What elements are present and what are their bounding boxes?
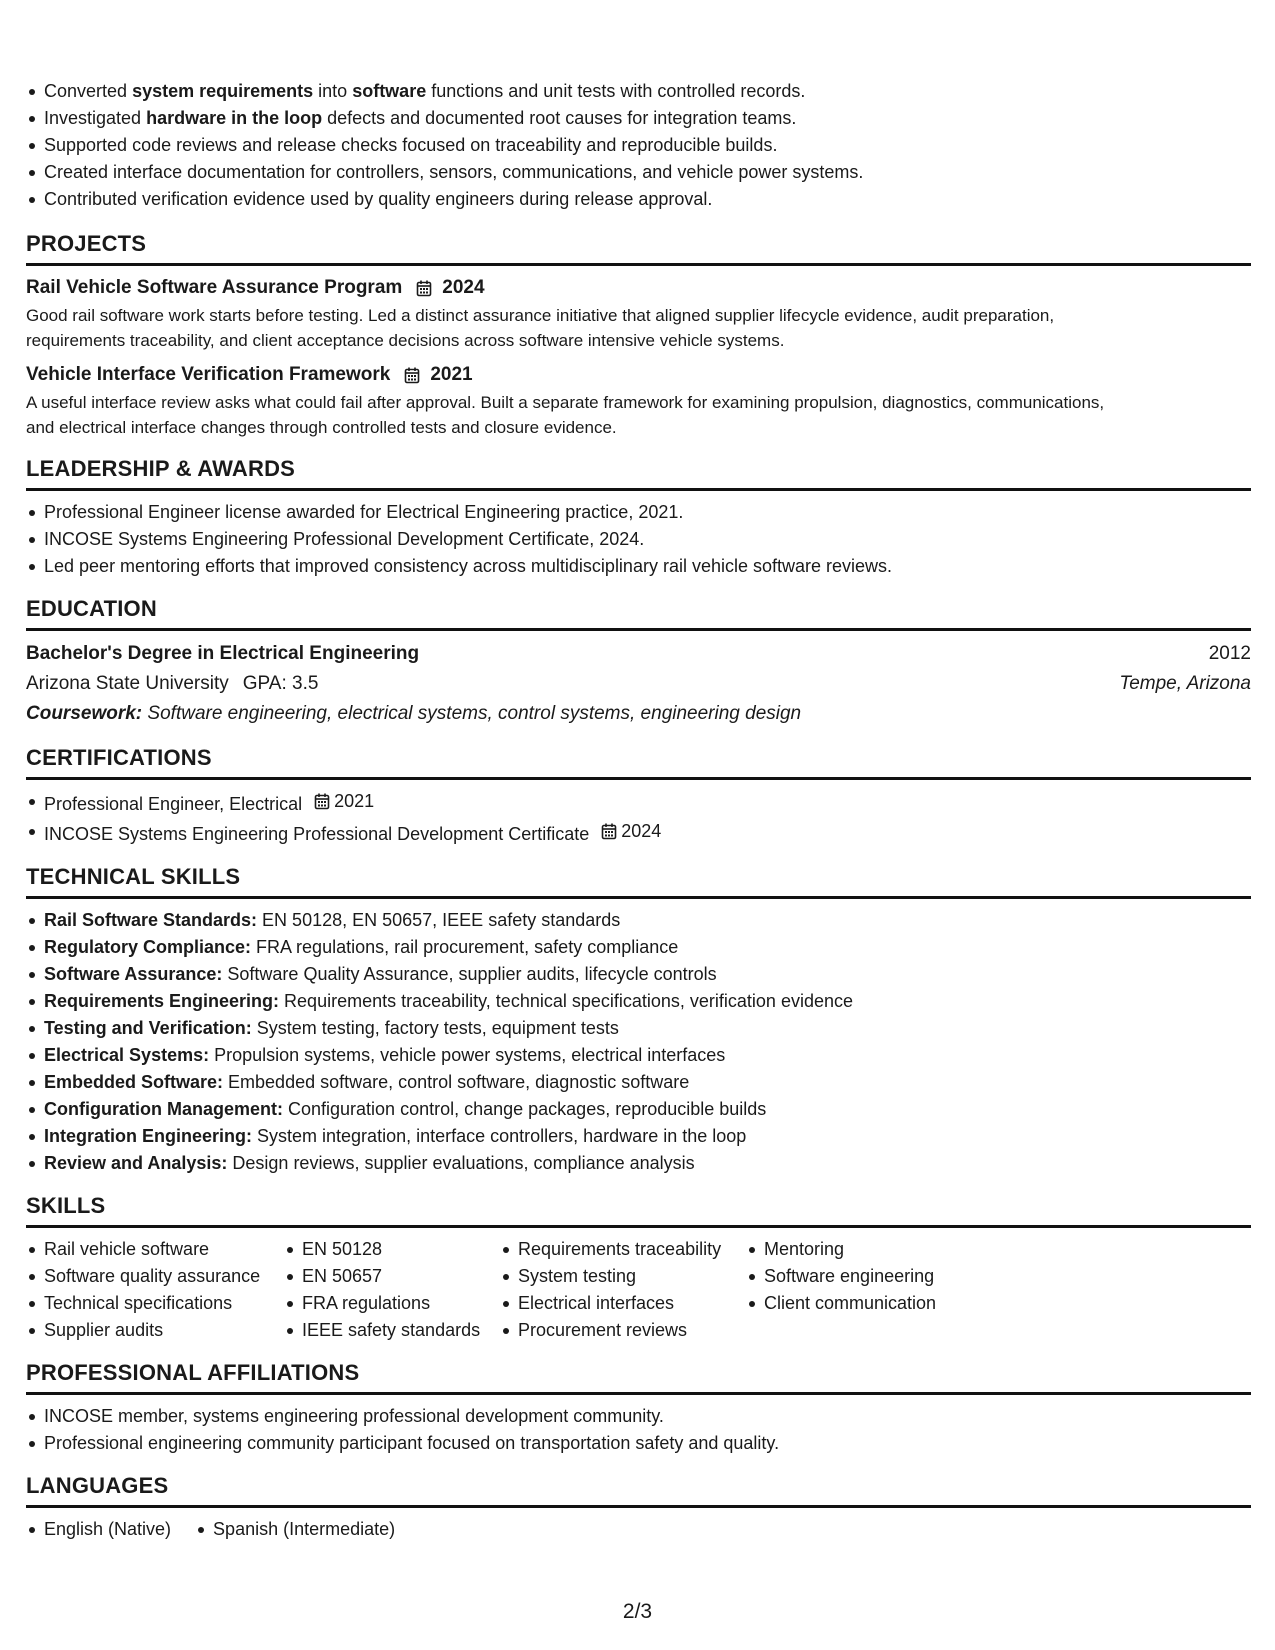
- certification-item: Professional Engineer, Electrical 2021: [44, 788, 1251, 818]
- skills-section: [26, 1193, 1251, 1344]
- skill-category: Requirements Engineering:: [44, 991, 280, 1011]
- skill-item: Requirements traceability: [518, 1236, 746, 1263]
- skill-item: Supplier audits: [44, 1317, 284, 1344]
- skill-values: Embedded software, control software, diagnostic software: [223, 1072, 690, 1092]
- technical-skill-item: [44, 1123, 1251, 1150]
- experience-bullet: Contributed verification evidence used by quality engineers during release approval.: [44, 186, 1251, 213]
- list-item: INCOSE member, systems engineering professional development community.: [44, 1403, 1251, 1430]
- project-year: 2021: [430, 364, 473, 385]
- skill-item: IEEE safety standards: [302, 1317, 500, 1344]
- technical-skill-item: [44, 934, 1251, 961]
- skill-category: Configuration Management:: [44, 1099, 283, 1119]
- education-section: [26, 596, 1251, 729]
- technical-skill-item: [44, 961, 1251, 988]
- languages-section: [26, 1473, 1251, 1543]
- technical-skill-item: [44, 1096, 1251, 1123]
- project-year: 2024: [442, 277, 485, 298]
- experience-bullet: Supported code reviews and release checks focused on traceability and reproducible builds.: [44, 132, 1251, 159]
- section-title-education: EDUCATION: [26, 596, 1251, 631]
- page-number: 2/3: [622, 1600, 653, 1623]
- skill-category: Review and Analysis:: [44, 1153, 228, 1173]
- list-item: Led peer mentoring efforts that improved consistency across multidisciplinary rail vehicle software reviews.: [44, 553, 1251, 580]
- skills-column: [26, 1236, 284, 1344]
- project-name: Vehicle Interface Verification Framework: [26, 364, 391, 385]
- skill-item: EN 50128: [302, 1236, 500, 1263]
- skill-values: Configuration control, change packages, reproducible builds: [283, 1099, 767, 1119]
- gpa: GPA: 3.5: [242, 673, 319, 694]
- calendar-icon: [314, 793, 330, 810]
- section-title-projects: PROJECTS: [26, 231, 1251, 266]
- skill-values: Propulsion systems, vehicle power systems, electrical interfaces: [209, 1045, 726, 1065]
- skill-category: Software Assurance:: [44, 964, 223, 984]
- language-item: English (Native): [44, 1516, 171, 1543]
- skill-item: System testing: [518, 1263, 746, 1290]
- skill-values: System testing, factory tests, equipment tests: [251, 1018, 619, 1038]
- certification-item: INCOSE Systems Engineering Professional Development Certificate 2024: [44, 818, 1251, 848]
- project-name: Rail Vehicle Software Assurance Program: [26, 277, 403, 298]
- section-title-leadership: LEADERSHIP & AWARDS: [26, 456, 1251, 491]
- technical-skill-item: [44, 907, 1251, 934]
- section-title-skills: SKILLS: [26, 1193, 1251, 1228]
- experience-bullet: Created interface documentation for controllers, sensors, communications, and vehicle power systems.: [44, 159, 1251, 186]
- project-entry: [26, 361, 1251, 440]
- skill-values: Design reviews, supplier evaluations, compliance analysis: [227, 1153, 695, 1173]
- experience-bullet: Converted system requirements into software functions and unit tests with controlled records.: [44, 78, 1251, 105]
- list-item: Professional engineering community participant focused on transportation safety and quality.: [44, 1430, 1251, 1457]
- technical-skill-item: [44, 1015, 1251, 1042]
- skill-category: Electrical Systems:: [44, 1045, 210, 1065]
- skills-column: [284, 1236, 500, 1344]
- skill-item: Technical specifications: [44, 1290, 284, 1317]
- projects-section: [26, 231, 1251, 440]
- skill-item: Software quality assurance: [44, 1263, 284, 1290]
- technical-skills-section: [26, 864, 1251, 1177]
- leadership-section: [26, 456, 1251, 580]
- skill-item: Electrical interfaces: [518, 1290, 746, 1317]
- calendar-icon: [404, 367, 420, 384]
- language-item: Spanish (Intermediate): [213, 1516, 395, 1543]
- coursework-text: Software engineering, electrical systems, control systems, engineering design: [142, 703, 802, 724]
- skill-category: Integration Engineering:: [44, 1126, 253, 1146]
- project-description: Good rail software work starts before testing. Led a distinct assurance initiative that aligned supplier lifecycle evidence, audit preparation, requirements traceability, and client acceptance decisions across software intensive vehicle systems.: [26, 306, 1055, 350]
- project-description: A useful interface review asks what could fail after approval. Built a separate framework for examining propulsion, diagnostics, communications, and electrical interface changes through controlled tests and closure evidence.: [26, 393, 1105, 437]
- skill-category: Rail Software Standards:: [44, 910, 258, 930]
- technical-skill-item: [44, 988, 1251, 1015]
- skill-values: FRA regulations, rail procurement, safety compliance: [251, 937, 679, 957]
- skill-values: EN 50128, EN 50657, IEEE safety standards: [257, 910, 621, 930]
- degree: Bachelor's Degree in Electrical Engineering: [26, 643, 420, 664]
- skill-category: Regulatory Compliance:: [44, 937, 252, 957]
- skill-item: Software engineering: [764, 1263, 984, 1290]
- school-name: Arizona State University: [26, 673, 229, 694]
- section-title-certifications: CERTIFICATIONS: [26, 745, 1251, 780]
- project-entry: [26, 274, 1251, 353]
- section-title-technical-skills: TECHNICAL SKILLS: [26, 864, 1251, 899]
- skills-column: [500, 1236, 746, 1344]
- skill-item: EN 50657: [302, 1263, 500, 1290]
- calendar-icon: [601, 823, 617, 840]
- skill-values: Software Quality Assurance, supplier audits, lifecycle controls: [222, 964, 717, 984]
- skills-columns: [26, 1236, 1251, 1344]
- skill-category: Testing and Verification:: [44, 1018, 252, 1038]
- technical-skill-item: [44, 1042, 1251, 1069]
- skill-values: System integration, interface controllers, hardware in the loop: [252, 1126, 747, 1146]
- skills-column: [746, 1236, 984, 1344]
- section-title-affiliations: PROFESSIONAL AFFILIATIONS: [26, 1360, 1251, 1395]
- skill-item: Procurement reviews: [518, 1317, 746, 1344]
- skill-category: Embedded Software:: [44, 1072, 224, 1092]
- affiliations-section: [26, 1360, 1251, 1457]
- graduation-year: 2012: [1208, 643, 1251, 664]
- technical-skill-item: [44, 1150, 1251, 1177]
- experience-bullet: Investigated hardware in the loop defects and documented root causes for integration teams.: [44, 105, 1251, 132]
- calendar-icon: [416, 280, 432, 297]
- skill-item: Client communication: [764, 1290, 984, 1317]
- coursework: [26, 699, 1251, 729]
- skill-item: Rail vehicle software: [44, 1236, 284, 1263]
- section-title-languages: LANGUAGES: [26, 1473, 1251, 1508]
- school-location: Tempe, Arizona: [1119, 673, 1251, 694]
- skill-item: Mentoring: [764, 1236, 984, 1263]
- technical-skills-list: [26, 907, 1251, 1177]
- skill-item: FRA regulations: [302, 1290, 500, 1317]
- list-item: Professional Engineer license awarded for Electrical Engineering practice, 2021.: [44, 499, 1251, 526]
- list-item: INCOSE Systems Engineering Professional Development Certificate, 2024.: [44, 526, 1251, 553]
- certifications-section: [26, 745, 1251, 848]
- skill-values: Requirements traceability, technical specifications, verification evidence: [279, 991, 853, 1011]
- resume-page: [26, 78, 1251, 1543]
- technical-skill-item: [44, 1069, 1251, 1096]
- experience-bullets: [26, 78, 1251, 213]
- coursework-label: Coursework:: [26, 703, 143, 724]
